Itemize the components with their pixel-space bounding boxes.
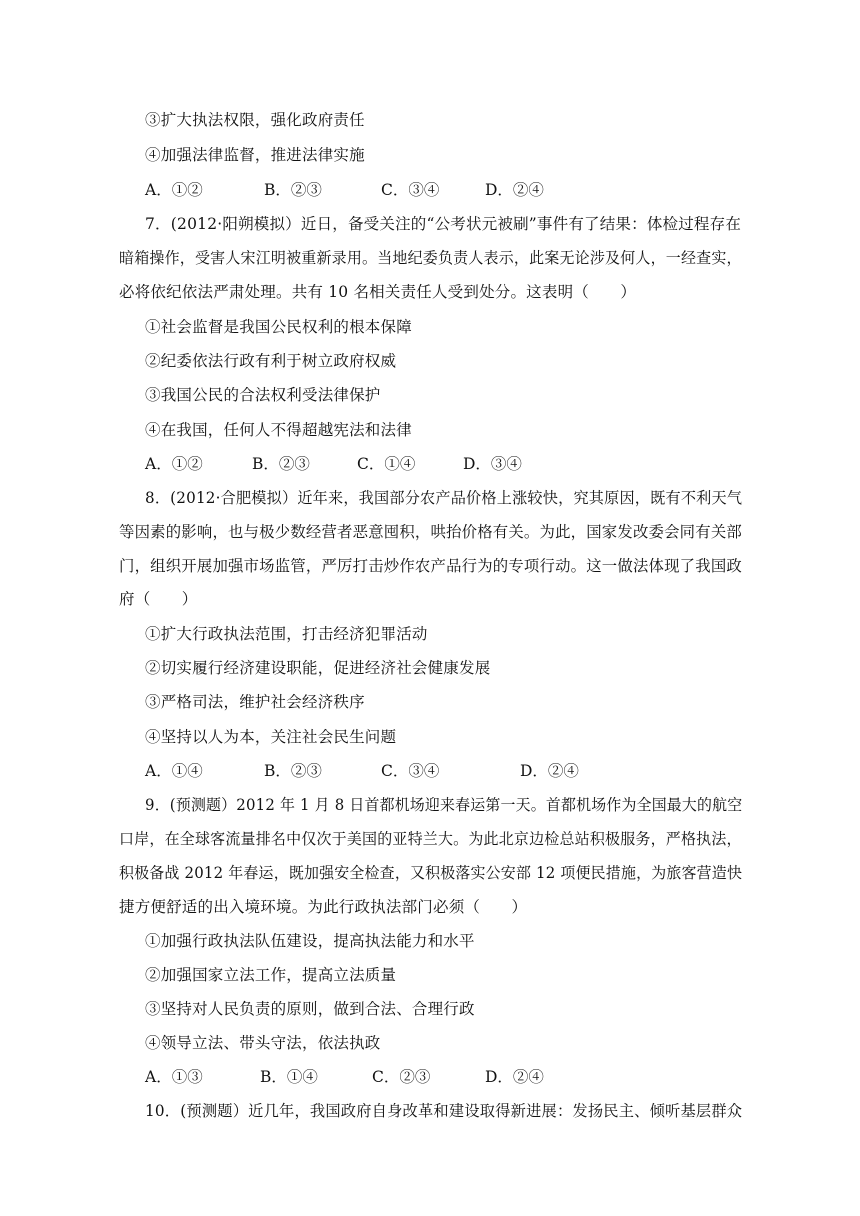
- q7-option-a: A．①②: [145, 455, 203, 473]
- q9-option-d: D．②④: [485, 1068, 544, 1086]
- q8-option-d: D．②④: [520, 762, 579, 780]
- q9-stem-line-3: 积极备战 2012 年春运，既加强安全检查，又积极落实公安部 12 项便民措施，为旅客营造快: [119, 864, 743, 882]
- q8-stem-line-3: 门，组织开展加强市场监管，严厉打击炒作农产品行为的专项行动。这一做法体现了我国政: [119, 557, 742, 575]
- q10-stem-line-1: 10．(预测题）近几年，我国政府自身改革和建设取得新进展：发扬民主、倾听基层群众: [145, 1102, 743, 1120]
- q7-stem-line-1: 7．(2012·阳朔模拟）近日，备受关注的“公考状元被刷”事件有了结果：体检过程存在: [145, 215, 742, 233]
- q7-option-d: D．③④: [463, 455, 522, 473]
- q9-option-a: A．①③: [145, 1068, 203, 1086]
- q9-item-3: ③坚持对人民负责的原则，做到合法、合理行政: [145, 1000, 475, 1018]
- q8-item-1: ①扩大行政执法范围，打击经济犯罪活动: [145, 625, 428, 643]
- q7-item-2: ②纪委依法行政有利于树立政府权威: [145, 352, 397, 370]
- q8-stem-line-2: 等因素的影响，也与极少数经营者恶意囤积，哄抬价格有关。为此，国家发改委会同有关部: [119, 523, 742, 541]
- q8-item-2: ②切实履行经济建设职能，促进经济社会健康发展: [145, 659, 491, 677]
- q6-option-d: D．②④: [485, 181, 544, 199]
- q8-item-3: ③严格司法，维护社会经济秩序: [145, 693, 365, 711]
- q8-stem-line-4: 府（ ）: [119, 590, 198, 608]
- q7-item-4: ④在我国，任何人不得超越宪法和法律: [145, 421, 412, 439]
- q6-option-c: C．③④: [381, 181, 440, 199]
- q6-item-4: ④加强法律监督，推进法律实施: [145, 146, 365, 164]
- q8-option-a: A．①④: [145, 762, 203, 780]
- q9-option-b: B．①④: [260, 1068, 318, 1086]
- q6-item-3: ③扩大执法权限，强化政府责任: [145, 111, 365, 129]
- q7-option-c: C．①④: [357, 455, 416, 473]
- q8-stem-line-1: 8．(2012·合肥模拟）近年来，我国部分农产品价格上涨较快，究其原因，既有不利天气: [145, 489, 743, 507]
- q8-item-4: ④坚持以人为本，关注社会民生问题: [145, 728, 397, 746]
- q6-option-a: A．①②: [145, 181, 203, 199]
- q9-item-4: ④领导立法、带头守法，依法执政: [145, 1034, 381, 1052]
- q9-item-2: ②加强国家立法工作，提高立法质量: [145, 966, 397, 984]
- q9-item-1: ①加强行政执法队伍建设，提高执法能力和水平: [145, 932, 475, 950]
- q7-stem-line-3: 必将依纪依法严肃处理。共有 10 名相关责任人受到处分。这表明（ ）: [119, 283, 637, 301]
- q9-stem-line-1: 9．(预测题）2012 年 1 月 8 日首都机场迎来春运第一天。首都机场作为全国最大的航空: [145, 796, 743, 814]
- q8-option-c: C．③④: [381, 762, 440, 780]
- q7-item-3: ③我国公民的合法权利受法律保护: [145, 386, 381, 404]
- q7-stem-line-2: 暗箱操作，受害人宋江明被重新录用。当地纪委负责人表示，此案无论涉及何人，一经查实，: [119, 249, 742, 267]
- q6-option-b: B．②③: [264, 181, 322, 199]
- q9-stem-line-4: 捷方便舒适的出入境环境。为此行政执法部门必须（ ）: [119, 898, 528, 916]
- q9-option-c: C．②③: [372, 1068, 431, 1086]
- q7-option-b: B．②③: [252, 455, 310, 473]
- q8-option-b: B．②③: [264, 762, 322, 780]
- q7-item-1: ①社会监督是我国公民权利的根本保障: [145, 318, 412, 336]
- q9-stem-line-2: 口岸，在全球客流量排名中仅次于美国的亚特兰大。为此北京边检总站积极服务，严格执法，: [119, 830, 742, 848]
